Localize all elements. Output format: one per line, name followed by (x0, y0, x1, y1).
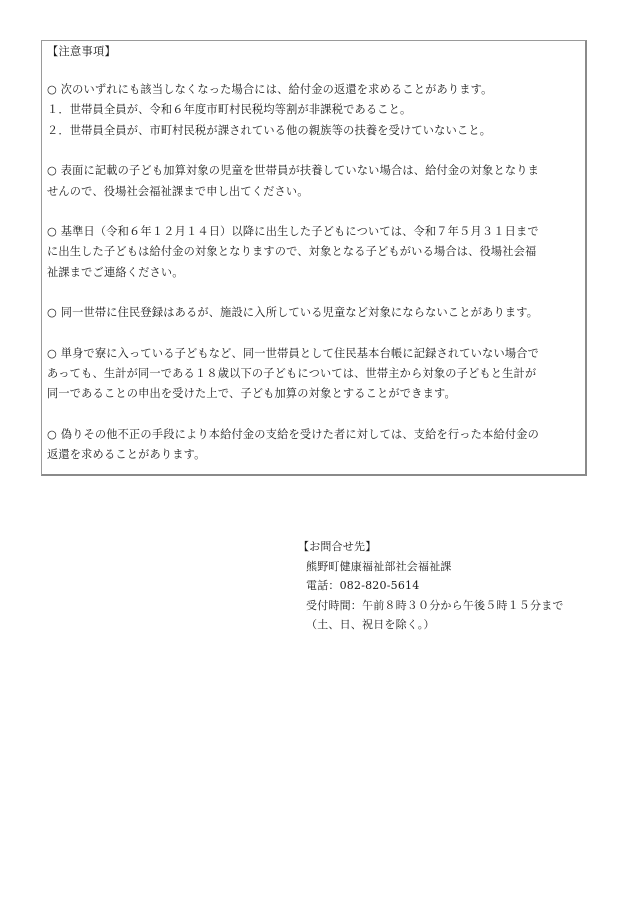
contact-heading: 【お問合せ先】 (298, 540, 377, 553)
notice-line: ○ 表面に記載の子ども加算対象の児童を世帯員が扶養していない場合は、給付金の対象となりま (47, 164, 539, 178)
notice-line: 祉課までご連絡ください。 (47, 265, 184, 279)
notice-paragraph-fraud (47, 425, 579, 466)
notice-line: に出生した子どもは給付金の対象となりますので、対象となる子どもがいる場合は、役場社会福 (47, 245, 537, 259)
notice-line: ○ 単身で寮に入っている子どもなど、同一世帯員として住民基本台帳に記録されていない場合で (47, 346, 539, 360)
contact-hours: 受付時間：午前８時３０分から午後５時１５分まで (306, 598, 564, 612)
notice-line: １．世帯員全員が、令和６年度市町村民税均等割が非課税であること。 (47, 103, 412, 117)
contact-phone: 電話：082-820-5614 (306, 579, 420, 592)
notice-line: 返還を求めることがあります。 (47, 448, 206, 462)
notice-box (41, 40, 587, 476)
notice-title: 【注意事項】 (47, 45, 116, 58)
notice-paragraph-facility (47, 303, 579, 323)
notice-line: 同一であることの申出を受けた上で、子ども加算の対象とすることができます。 (47, 387, 456, 401)
notice-line: せんので、役場社会福祉課まで申し出てください。 (47, 184, 309, 198)
notice-line: あっても、生計が同一である１８歳以下の子どもについては、世帯主から対象の子どもと生計が (47, 367, 537, 381)
spacer (47, 60, 579, 80)
notice-paragraph-child-support (47, 161, 579, 202)
notice-paragraph-refund-conditions (47, 80, 579, 141)
notice-line: ○ 同一世帯に住民登録はあるが、施設に入所している児童など対象にならないことがあります。 (47, 306, 539, 320)
contact-closed-days: （土、日、祝日を除く。） (306, 618, 435, 631)
notice-line: ○ 偽りその他不正の手段により本給付金の支給を受けた者に対しては、支給を行った本給付金の (47, 427, 539, 441)
contact-department: 熊野町健康福祉部社会福祉課 (306, 559, 452, 573)
notice-paragraph-dormitory (47, 344, 579, 405)
notice-paragraph-newborn (47, 222, 579, 283)
notice-line: ○ 次のいずれにも該当しなくなった場合には、給付金の返還を求めることがあります。 (47, 83, 493, 96)
notice-line: ○ 基準日（令和６年１２月１４日）以降に出生した子どもについては、令和７年５月３１日まで (47, 225, 539, 239)
contact-block (298, 537, 564, 635)
notice-line: ２．世帯員全員が、市町村民税が課されている他の親族等の扶養を受けていないこと。 (47, 123, 492, 137)
